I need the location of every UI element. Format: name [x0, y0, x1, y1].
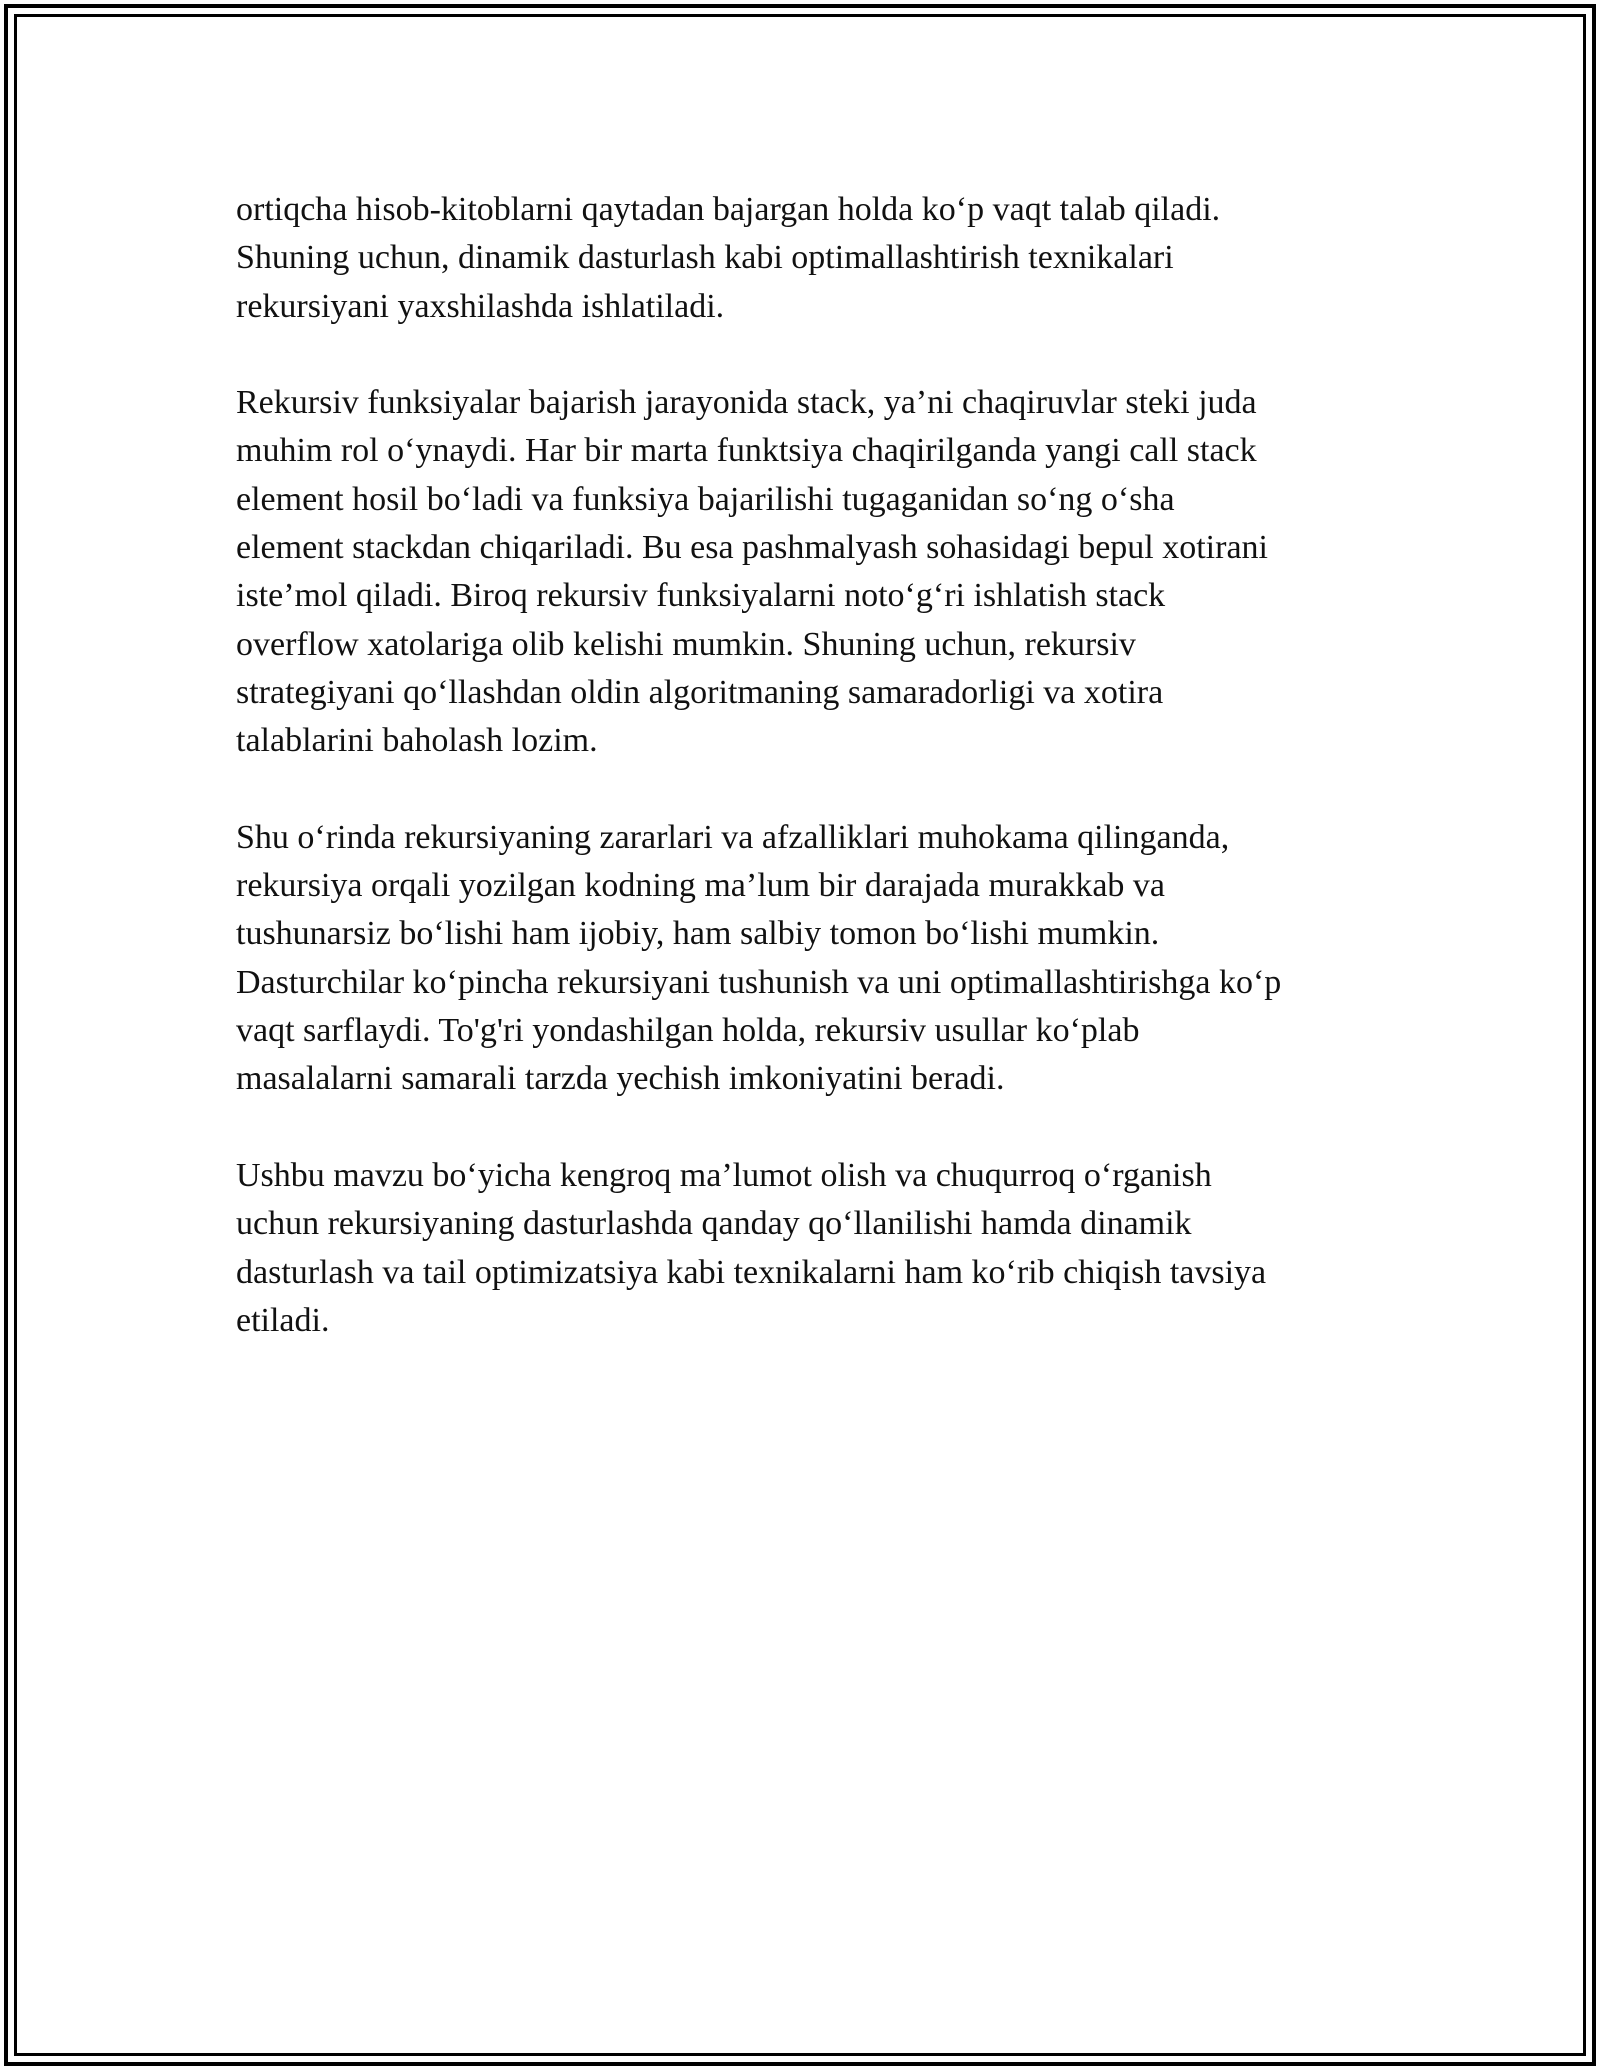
- paragraph-1: ortiqcha hisob-kitoblarni qaytadan bajargan holda ko‘p vaqt talab qiladi. Shuning uchun, dinamik dasturlash kabi optimallashtirish texnikalari rekursiyani yaxshilashda ishlatiladi.: [236, 191, 1221, 325]
- paragraph-3: Shu o‘rinda rekursiyaning zararlari va afzalliklari muhokama qilinganda, rekursiya orqali yozilgan kodning ma’lum bir darajada murakkab va tushunarsiz bo‘lishi ham ijobiy, ham salbiy tomon bo‘lishi mumkin. Dasturchilar ko‘pincha rekursiyani tushunish va uni optimallashtirishga ko‘p vaqt sarflaydi. To'g'ri yondashilgan holda, rekursiv usullar ko‘plab masalalarni samarali tarzda yechish imkoniyatini beradi.: [236, 818, 1282, 1098]
- document-body: [236, 186, 1376, 1393]
- paragraph-2: Rekursiv funksiyalar bajarish jarayonida stack, ya’ni chaqiruvlar steki juda muhim rol o‘ynaydi. Har bir marta funktsiya chaqirilganda yangi call stack element hosil bo‘ladi va funksiya bajarilishi tugaganidan so‘ng o‘sha element stackdan chiqariladi. Bu esa pashmalyash sohasidagi bepul xotirani iste’mol qiladi. Biroq rekursiv funksiyalarni noto‘g‘ri ishlatish stack overflow xatolariga olib kelishi mumkin. Shuning uchun, rekursiv strategiyani qo‘llashdan oldin algoritmaning samaradorligi va xotira talablarini baholash lozim.: [236, 384, 1268, 760]
- paragraph-4: Ushbu mavzu bo‘yicha kengroq ma’lumot olish va chuqurroq o‘rganish uchun rekursiyaning dasturlashda qanday qo‘llanilishi hamda dinamik dasturlash va tail optimizatsiya kabi texnikalarni ham ko‘rib chiqish tavsiya etiladi.: [236, 1156, 1267, 1339]
